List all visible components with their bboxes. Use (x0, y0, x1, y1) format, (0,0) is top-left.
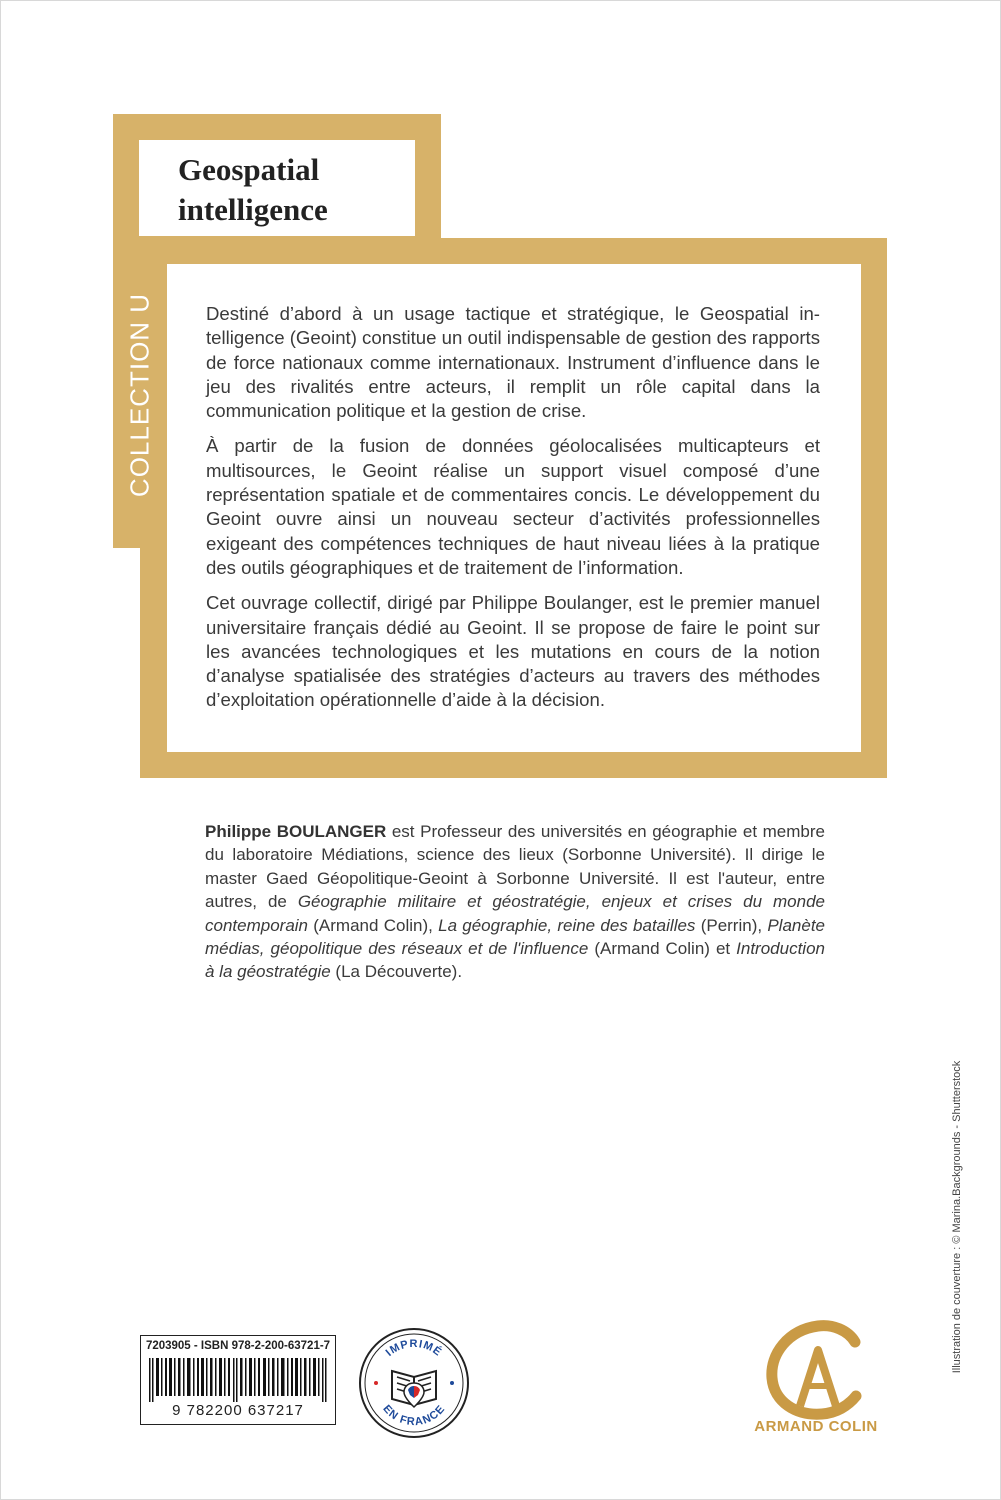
author-work-2: La géographie, reine des batailles (438, 915, 696, 935)
collection-label: COLLECTION U (124, 292, 155, 498)
book-title-line-2: intelligence (178, 192, 328, 227)
summary-paragraph-1: Destiné d’abord à un usage tactique et stratégique, le Geospatial intelligence (Geoint) constitue un outil indispensable de gestion des rapports de force nationaux comme internationaux. Instrument d’influence dans le jeu des rivalités entre acteurs, il remplit un rôle capital dans la communication politique et la gestion de crise. (206, 303, 820, 422)
badge-bottom-text: EN FRANCE (380, 1402, 448, 1429)
author-work-3: Planète médias, géopolitique des réseaux et de l'influence (205, 915, 826, 959)
armand-colin-logo (760, 1320, 870, 1420)
book-title (178, 150, 328, 230)
summary-paragraph-3: Cet ouvrage collectif, dirigé par Philippe Boulanger, est le premier manuel universitaire français dédié au Geoint. Il se propose de faire le point sur les avancées technologiques et les mutations en cours de la notion d’analyse spatialisée des stratégies d’acteurs au travers des méthodes d’exploitation opérationnelle d’aide à la décision. (206, 592, 820, 711)
cover-credit: Illustration de couverture : © Marina.Backgrounds - Shutterstock (951, 1060, 963, 1374)
author-bio-text: est Professeur des universités en géographie et membre du laboratoire Médiations, science des lieux (Sorbonne Université). Il dirige le master Gaed Géopolitique-Geoint à Sorbonne Université. Il est l'auteur, entre autres, de (205, 822, 825, 912)
book-summary (206, 302, 820, 724)
author-pub-3: (Armand Colin) et (588, 939, 737, 959)
barcode-block (140, 1335, 336, 1425)
isbn-label: 7203905 - ISBN 978-2-200-63721-7 (145, 1340, 331, 1352)
author-pub-4: (La Découverte). (330, 962, 463, 982)
author-work-1: Géographie militaire et géostratégie, enjeux et crises du monde contemporain (205, 892, 826, 935)
imprime-en-france-badge (358, 1327, 470, 1439)
publisher-name: ARMAND COLIN (754, 1418, 878, 1435)
book-title-line-1: Geospatial (178, 152, 320, 187)
summary-paragraph-2: À partir de la fusion de données géolocalisées multicapteurs et multisources, le Geoint réalise un support visuel composé d’une représentation spatiale et de commentaires concis. Le développement du Geoint ouvre ainsi un nouveau secteur d’activités professionnelles exigeant des compétences techniques de haut niveau liées à la pratique des outils géographiques et de traitement de l’information. (206, 435, 820, 578)
author-bio (205, 820, 825, 984)
author-pub-2: (Perrin), (695, 915, 768, 935)
barcode-icon (147, 1358, 329, 1402)
author-name: Philippe BOULANGER (205, 822, 387, 841)
author-pub-1: (Armand Colin), (308, 915, 439, 935)
barcode-number: 9 782200 637217 (172, 1402, 304, 1419)
author-work-4: Introduction à la géostratégie (205, 939, 825, 982)
badge-top-text: IMPRIMÉ (383, 1338, 445, 1359)
